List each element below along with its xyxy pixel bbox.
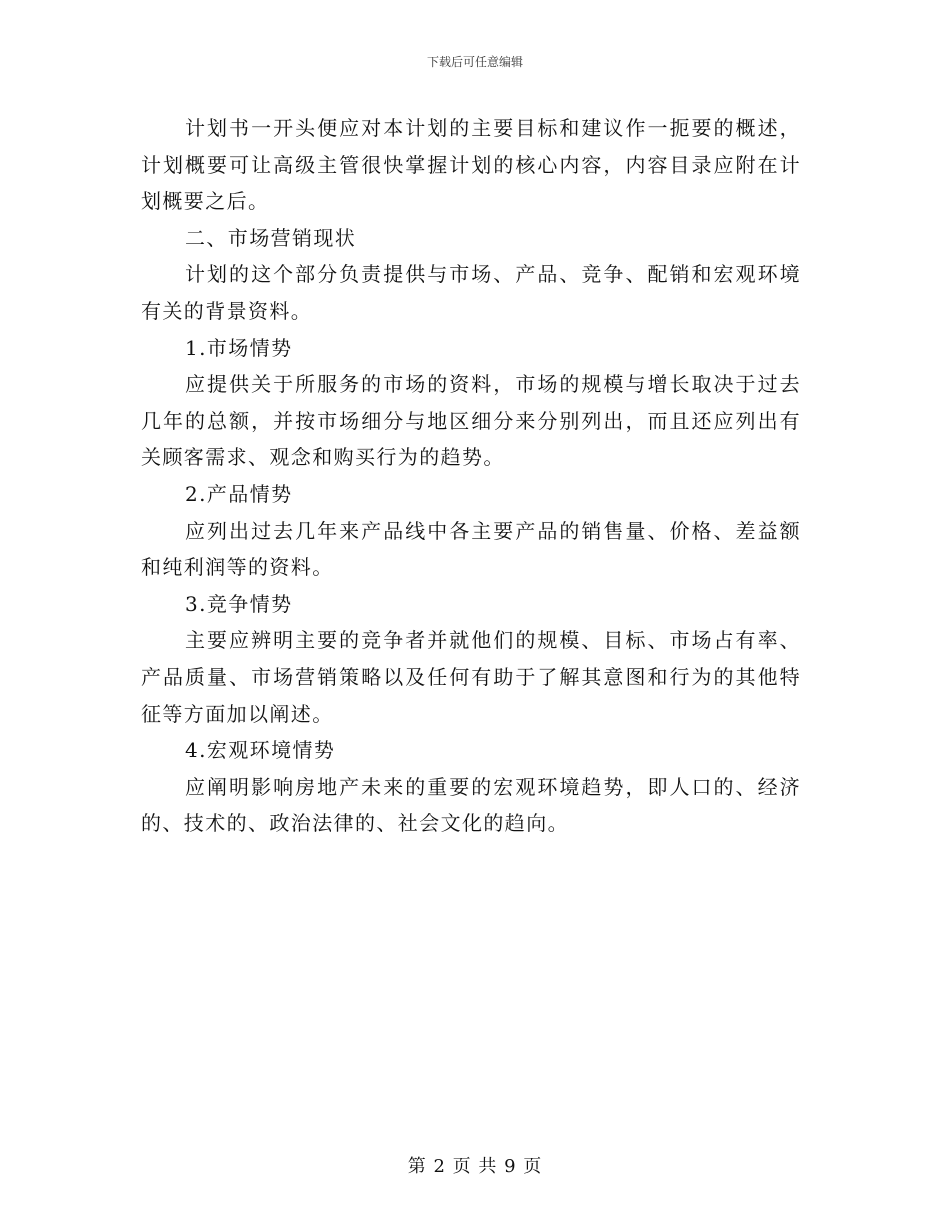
paragraph-summary: 计划书一开头便应对本计划的主要目标和建议作一扼要的概述，计划概要可让高级主管很快掌握计划的核心内容，内容目录应附在计划概要之后。 [141, 116, 801, 214]
page-number: 第 2 页 共 9 页 [407, 1156, 543, 1177]
subheading-market-situation: 1.市场情势 [185, 335, 293, 360]
subheading-competition-situation: 3.竞争情势 [185, 591, 293, 616]
section-heading-marketing-status: 二、市场营销现状 [185, 225, 357, 250]
paragraph-competition-situation: 主要应辨明主要的竞争者并就他们的规模、目标、市场占有率、产品质量、市场营销策略以及任何有助于了解其意图和行为的其他特征等方面加以阐述。 [141, 628, 801, 726]
page-header: 下载后可任意编辑 [426, 55, 523, 69]
paragraph-market-situation: 应提供关于所服务的市场的资料，市场的规模与增长取决于过去几年的总额，并按市场细分与地区细分来分别列出，而且还应列出有关顾客需求、观念和购买行为的趋势。 [141, 372, 801, 470]
subheading-macro-environment: 4.宏观环境情势 [185, 738, 336, 763]
document-body [141, 110, 801, 842]
paragraph-section-intro: 计划的这个部分负责提供与市场、产品、竞争、配销和宏观环境有关的背景资料。 [141, 262, 801, 323]
paragraph-product-situation: 应列出过去几年来产品线中各主要产品的销售量、价格、差益额和纯利润等的资料。 [141, 518, 801, 580]
subheading-product-situation: 2.产品情势 [185, 481, 293, 506]
paragraph-macro-environment: 应阐明影响房地产未来的重要的宏观环境趋势，即人口的、经济的、技术的、政治法律的、社会文化的趋向。 [141, 774, 801, 836]
